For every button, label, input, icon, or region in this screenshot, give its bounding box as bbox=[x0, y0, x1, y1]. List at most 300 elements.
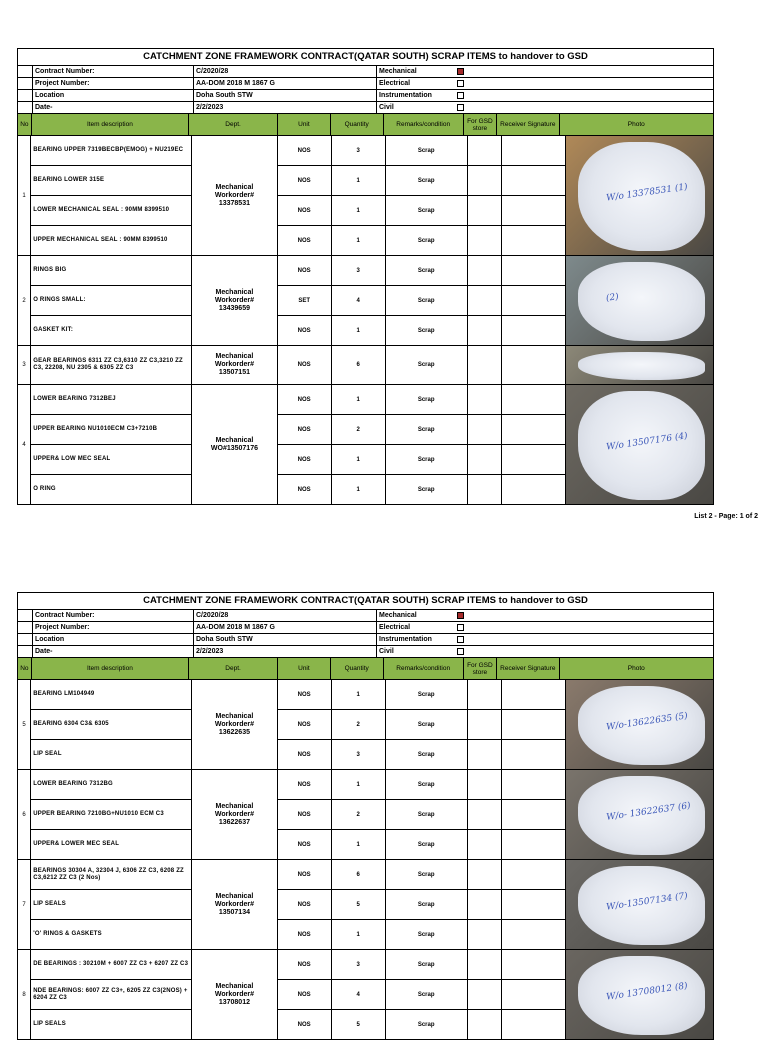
group-number: 3 bbox=[18, 346, 31, 384]
gsd-store-cell[interactable] bbox=[468, 980, 502, 1009]
info-spacer bbox=[18, 90, 33, 101]
remarks-cell: Scrap bbox=[386, 890, 468, 919]
info-label: Location bbox=[33, 634, 194, 645]
item-details bbox=[278, 770, 566, 859]
header-unit: Unit bbox=[278, 114, 331, 135]
remarks-cell: Scrap bbox=[386, 950, 468, 979]
header-item: Item description bbox=[32, 114, 189, 135]
table-header bbox=[18, 658, 713, 680]
header-remarks: Remarks/condition bbox=[384, 114, 464, 135]
receiver-signature-cell[interactable] bbox=[502, 950, 566, 979]
sheet-title: CATCHMENT ZONE FRAMEWORK CONTRACT(QATAR SOUTH) SCRAP ITEMS to handover to GSD bbox=[18, 593, 713, 610]
receiver-signature-cell[interactable] bbox=[502, 800, 566, 829]
handwritten-label: (2) bbox=[605, 291, 620, 304]
group-number: 2 bbox=[18, 256, 31, 345]
table-row bbox=[31, 415, 192, 445]
department-line: Workorder# bbox=[214, 361, 255, 368]
item-photo bbox=[566, 385, 713, 504]
quantity-cell: 4 bbox=[332, 286, 386, 315]
item-descriptions bbox=[31, 860, 192, 949]
department-line: Workorder# bbox=[214, 296, 255, 304]
remarks-cell: Scrap bbox=[386, 740, 468, 769]
gsd-store-cell[interactable] bbox=[468, 860, 502, 889]
header-photo: Photo bbox=[627, 121, 645, 128]
department-line: 13507134 bbox=[218, 908, 250, 916]
category-checkbox-cell bbox=[457, 622, 469, 633]
group-number: 7 bbox=[18, 860, 31, 949]
table-row bbox=[31, 475, 192, 504]
category-checkbox[interactable] bbox=[457, 612, 464, 619]
item-description: RINGS BIG bbox=[31, 256, 192, 285]
category-checkbox-cell bbox=[457, 78, 469, 89]
info-spacer bbox=[18, 78, 33, 89]
item-description: DE BEARINGS : 30210M + 6007 ZZ C3 + 6207 ZZ C3 bbox=[31, 950, 192, 979]
department-line: Mechanical bbox=[215, 802, 254, 810]
table-row bbox=[31, 226, 192, 255]
table-row bbox=[31, 950, 192, 980]
department-line: Workorder# bbox=[214, 720, 255, 728]
item-description: LOWER BEARING 7312BEJ bbox=[31, 385, 192, 414]
header-qty: Quantity bbox=[331, 658, 384, 679]
remarks-cell: Scrap bbox=[386, 166, 468, 195]
item-description: GEAR BEARINGS 6311 ZZ C3,6310 ZZ C3,3210 ZZ C3, 22208, NU 2305 & 6305 ZZ C3 bbox=[31, 346, 192, 384]
item-group bbox=[18, 680, 713, 770]
remarks-cell: Scrap bbox=[386, 770, 468, 799]
receiver-signature-cell[interactable] bbox=[502, 1010, 566, 1039]
table-row bbox=[278, 385, 566, 415]
handwritten-label: W/o-13622635 (5) bbox=[605, 710, 689, 733]
item-description: UPPER& LOWER MEC SEAL bbox=[31, 830, 192, 859]
info-row bbox=[18, 66, 713, 78]
item-description: LIP SEALS bbox=[31, 890, 192, 919]
gsd-store-cell[interactable] bbox=[468, 830, 502, 859]
remarks-cell: Scrap bbox=[386, 445, 468, 474]
header-no: No bbox=[18, 114, 32, 135]
item-description: 'O' RINGS & GASKETS bbox=[31, 920, 192, 949]
department-line: WO#13507176 bbox=[210, 444, 258, 452]
table-row bbox=[31, 346, 192, 384]
department bbox=[192, 256, 277, 345]
item-description: O RINGS SMALL: bbox=[31, 286, 192, 315]
header-dept: Dept. bbox=[189, 658, 278, 679]
receiver-signature-cell[interactable] bbox=[502, 196, 566, 225]
header-signature: Receiver Signature bbox=[497, 114, 560, 135]
scrap-sheet bbox=[17, 592, 714, 1040]
quantity-cell: 3 bbox=[332, 740, 386, 769]
item-details bbox=[278, 680, 566, 769]
sheet-title: CATCHMENT ZONE FRAMEWORK CONTRACT(QATAR SOUTH) SCRAP ITEMS to handover to GSD bbox=[18, 49, 713, 66]
info-spacer bbox=[18, 66, 33, 77]
quantity-cell: 3 bbox=[332, 950, 386, 979]
table-row bbox=[278, 346, 566, 384]
category-label: Mechanical bbox=[379, 68, 417, 75]
receiver-signature-cell[interactable] bbox=[502, 980, 566, 1009]
item-group bbox=[18, 346, 713, 385]
unit-cell: NOS bbox=[278, 740, 332, 769]
receiver-signature-cell[interactable] bbox=[502, 770, 566, 799]
item-descriptions bbox=[31, 256, 192, 345]
unit-cell: NOS bbox=[278, 1010, 332, 1039]
receiver-signature-cell[interactable] bbox=[502, 166, 566, 195]
category-checkbox[interactable] bbox=[457, 624, 464, 631]
info-row bbox=[18, 610, 713, 622]
remarks-cell: Scrap bbox=[386, 830, 468, 859]
info-row bbox=[18, 102, 713, 114]
gsd-store-cell[interactable] bbox=[468, 196, 502, 225]
item-group bbox=[18, 860, 713, 950]
receiver-signature-cell[interactable] bbox=[502, 830, 566, 859]
quantity-cell: 1 bbox=[332, 830, 386, 859]
gsd-store-cell[interactable] bbox=[468, 256, 502, 285]
unit-cell: NOS bbox=[278, 830, 332, 859]
item-descriptions bbox=[31, 136, 192, 255]
info-value: C/2020/28 bbox=[194, 66, 377, 77]
remarks-cell: Scrap bbox=[386, 415, 468, 444]
table-row bbox=[278, 136, 566, 166]
quantity-cell: 3 bbox=[332, 136, 386, 165]
table-row bbox=[31, 445, 192, 475]
remarks-cell: Scrap bbox=[386, 256, 468, 285]
gsd-store-cell[interactable] bbox=[468, 800, 502, 829]
table-row bbox=[31, 385, 192, 415]
gsd-store-cell[interactable] bbox=[468, 316, 502, 345]
table-row bbox=[31, 860, 192, 890]
gsd-store-cell[interactable] bbox=[468, 385, 502, 414]
item-description: BEARING 6304 C3& 6305 bbox=[31, 710, 192, 739]
gsd-store-cell[interactable] bbox=[468, 226, 502, 255]
quantity-cell: 5 bbox=[332, 890, 386, 919]
gsd-store-cell[interactable] bbox=[468, 415, 502, 444]
item-group bbox=[18, 256, 713, 346]
item-photo bbox=[566, 256, 713, 345]
quantity-cell: 1 bbox=[332, 196, 386, 225]
gsd-store-cell[interactable] bbox=[468, 1010, 502, 1039]
receiver-signature-cell[interactable] bbox=[502, 890, 566, 919]
item-descriptions bbox=[31, 680, 192, 769]
department-line: Mechanical bbox=[215, 353, 254, 360]
department-line: 13507151 bbox=[218, 369, 250, 376]
table-header bbox=[18, 114, 713, 136]
item-description: BEARING UPPER 7319BECBP(EMOG) + NU219EC bbox=[31, 136, 192, 165]
table-row bbox=[278, 980, 566, 1010]
gsd-store-cell[interactable] bbox=[468, 166, 502, 195]
quantity-cell: 2 bbox=[332, 800, 386, 829]
department-line: Mechanical bbox=[215, 712, 254, 720]
department-line: Workorder# bbox=[214, 900, 255, 908]
handwritten-label: W/o 13378531 (1) bbox=[605, 181, 688, 204]
department-line: Mechanical bbox=[215, 288, 254, 296]
item-group bbox=[18, 950, 713, 1039]
table-row bbox=[278, 830, 566, 859]
table-row bbox=[31, 256, 192, 286]
item-group bbox=[18, 136, 713, 256]
table-row bbox=[31, 710, 192, 740]
receiver-signature-cell[interactable] bbox=[502, 286, 566, 315]
receiver-signature-cell[interactable] bbox=[502, 346, 566, 384]
item-description: UPPER MECHANICAL SEAL : 90MM 8399510 bbox=[31, 226, 192, 255]
remarks-cell: Scrap bbox=[386, 196, 468, 225]
info-label: Location bbox=[33, 90, 194, 101]
info-label: Contract Number: bbox=[33, 610, 194, 621]
info-row bbox=[18, 90, 713, 102]
table-row bbox=[31, 166, 192, 196]
category-label: Electrical bbox=[379, 624, 411, 631]
table-row bbox=[278, 950, 566, 980]
receiver-signature-cell[interactable] bbox=[502, 920, 566, 949]
quantity-cell: 3 bbox=[332, 256, 386, 285]
category-label: Instrumentation bbox=[379, 636, 432, 643]
receiver-signature-cell[interactable] bbox=[502, 475, 566, 504]
item-details bbox=[278, 136, 566, 255]
unit-cell: NOS bbox=[278, 920, 332, 949]
unit-cell: NOS bbox=[278, 980, 332, 1009]
table-row bbox=[278, 196, 566, 226]
table-row bbox=[31, 286, 192, 316]
gsd-store-cell[interactable] bbox=[468, 346, 502, 384]
item-description: UPPER BEARING NU1010ECM C3+7210B bbox=[31, 415, 192, 444]
unit-cell: NOS bbox=[278, 770, 332, 799]
item-details bbox=[278, 860, 566, 949]
table-row bbox=[31, 1010, 192, 1039]
table-row bbox=[278, 286, 566, 316]
department-line: Workorder# bbox=[214, 191, 255, 199]
item-details bbox=[278, 256, 566, 345]
department bbox=[192, 770, 277, 859]
category-label: Civil bbox=[379, 104, 394, 111]
department-text bbox=[215, 803, 254, 827]
quantity-cell: 6 bbox=[332, 860, 386, 889]
table-row bbox=[278, 256, 566, 286]
receiver-signature-cell[interactable] bbox=[502, 860, 566, 889]
unit-cell: NOS bbox=[278, 680, 332, 709]
group-number: 8 bbox=[18, 950, 31, 1039]
table-row bbox=[278, 475, 566, 504]
table-row bbox=[31, 800, 192, 830]
quantity-cell: 6 bbox=[332, 346, 386, 384]
gsd-store-cell[interactable] bbox=[468, 680, 502, 709]
quantity-cell: 5 bbox=[332, 1010, 386, 1039]
table-row bbox=[31, 830, 192, 859]
unit-cell: NOS bbox=[278, 445, 332, 474]
remarks-cell: Scrap bbox=[386, 346, 468, 384]
gsd-store-cell[interactable] bbox=[468, 136, 502, 165]
remarks-cell: Scrap bbox=[386, 920, 468, 949]
department-text bbox=[215, 983, 254, 1007]
quantity-cell: 1 bbox=[332, 316, 386, 345]
category-checkbox[interactable] bbox=[457, 68, 464, 75]
department-text bbox=[215, 289, 254, 313]
receiver-signature-cell[interactable] bbox=[502, 256, 566, 285]
table-row bbox=[278, 166, 566, 196]
gsd-store-cell[interactable] bbox=[468, 920, 502, 949]
item-descriptions bbox=[31, 950, 192, 1039]
remarks-cell: Scrap bbox=[386, 475, 468, 504]
unit-cell: NOS bbox=[278, 166, 332, 195]
gsd-store-cell[interactable] bbox=[468, 475, 502, 504]
category-checkbox[interactable] bbox=[457, 104, 464, 111]
info-row bbox=[18, 634, 713, 646]
table-row bbox=[31, 770, 192, 800]
plastic-bag-image bbox=[578, 262, 705, 341]
gsd-store-cell[interactable] bbox=[468, 445, 502, 474]
department bbox=[192, 860, 277, 949]
item-photo bbox=[566, 860, 713, 949]
quantity-cell: 1 bbox=[332, 385, 386, 414]
table-row bbox=[278, 740, 566, 769]
quantity-cell: 2 bbox=[332, 710, 386, 739]
category-checkbox[interactable] bbox=[457, 92, 464, 99]
item-group bbox=[18, 385, 713, 504]
quantity-cell: 2 bbox=[332, 415, 386, 444]
department-line: 13378531 bbox=[218, 199, 250, 207]
handwritten-label: W/o- 13622637 (6) bbox=[605, 800, 691, 823]
info-value: Doha South STW bbox=[194, 90, 377, 101]
unit-cell: NOS bbox=[278, 475, 332, 504]
department bbox=[192, 680, 277, 769]
unit-cell: NOS bbox=[278, 346, 332, 384]
department bbox=[192, 346, 277, 384]
unit-cell: NOS bbox=[278, 316, 332, 345]
unit-cell: NOS bbox=[278, 950, 332, 979]
info-row bbox=[18, 78, 713, 90]
category-checkbox[interactable] bbox=[457, 80, 464, 87]
category-checkbox-cell bbox=[457, 646, 469, 657]
header-gsd: For GSD store bbox=[464, 114, 497, 135]
unit-cell: NOS bbox=[278, 710, 332, 739]
handwritten-label: W/o 13708012 (8) bbox=[605, 980, 688, 1003]
department-line: 13622637 bbox=[218, 818, 250, 826]
unit-cell: NOS bbox=[278, 196, 332, 225]
info-row bbox=[18, 646, 713, 658]
department-text bbox=[215, 893, 254, 917]
info-label: Date- bbox=[33, 646, 194, 657]
remarks-cell: Scrap bbox=[386, 286, 468, 315]
quantity-cell: 1 bbox=[332, 445, 386, 474]
category-checkbox-cell bbox=[457, 102, 469, 113]
department-line: Mechanical bbox=[215, 892, 254, 900]
quantity-cell: 1 bbox=[332, 680, 386, 709]
item-group bbox=[18, 770, 713, 860]
department-text bbox=[215, 184, 254, 208]
department-line: Mechanical bbox=[215, 982, 254, 990]
item-description: GASKET KIT: bbox=[31, 316, 192, 345]
department bbox=[192, 950, 277, 1039]
info-value: 2/2/2023 bbox=[194, 102, 377, 113]
category-checkbox[interactable] bbox=[457, 648, 464, 655]
table-row bbox=[278, 710, 566, 740]
item-description: BEARING LOWER 315E bbox=[31, 166, 192, 195]
item-descriptions bbox=[31, 346, 192, 384]
quantity-cell: 1 bbox=[332, 920, 386, 949]
table-row bbox=[31, 920, 192, 949]
info-row bbox=[18, 622, 713, 634]
quantity-cell: 1 bbox=[332, 166, 386, 195]
item-photo bbox=[566, 680, 713, 769]
receiver-signature-cell[interactable] bbox=[502, 680, 566, 709]
remarks-cell: Scrap bbox=[386, 316, 468, 345]
item-description: UPPER BEARING 7210BG+NU1010 ECM C3 bbox=[31, 800, 192, 829]
receiver-signature-cell[interactable] bbox=[502, 136, 566, 165]
table-row bbox=[278, 316, 566, 345]
item-details bbox=[278, 385, 566, 504]
group-number: 5 bbox=[18, 680, 31, 769]
plastic-bag-image bbox=[578, 352, 705, 380]
item-descriptions bbox=[31, 770, 192, 859]
table-row bbox=[31, 890, 192, 920]
info-label: Project Number: bbox=[33, 78, 194, 89]
header-gsd: For GSD store bbox=[464, 658, 497, 679]
table-row bbox=[278, 226, 566, 255]
department-text bbox=[211, 437, 258, 453]
info-label: Contract Number: bbox=[33, 66, 194, 77]
gsd-store-cell[interactable] bbox=[468, 286, 502, 315]
header-no: No bbox=[18, 658, 32, 679]
remarks-cell: Scrap bbox=[386, 710, 468, 739]
table-row bbox=[31, 680, 192, 710]
item-description: BEARINGS 30304 A, 32304 J, 6306 ZZ C3, 6208 ZZ C3,6212 ZZ C3 (2 Nos) bbox=[31, 860, 192, 889]
unit-cell: NOS bbox=[278, 415, 332, 444]
receiver-signature-cell[interactable] bbox=[502, 415, 566, 444]
department-text bbox=[215, 713, 254, 737]
unit-cell: SET bbox=[278, 286, 332, 315]
gsd-store-cell[interactable] bbox=[468, 950, 502, 979]
receiver-signature-cell[interactable] bbox=[502, 226, 566, 255]
remarks-cell: Scrap bbox=[386, 385, 468, 414]
handwritten-label: W/o-13507134 (7) bbox=[605, 890, 689, 913]
gsd-store-cell[interactable] bbox=[468, 740, 502, 769]
receiver-signature-cell[interactable] bbox=[502, 385, 566, 414]
info-spacer bbox=[18, 634, 33, 645]
quantity-cell: 1 bbox=[332, 770, 386, 799]
table-row bbox=[278, 890, 566, 920]
header-item: Item description bbox=[32, 658, 189, 679]
table-row bbox=[31, 316, 192, 345]
info-value: Doha South STW bbox=[194, 634, 377, 645]
gsd-store-cell[interactable] bbox=[468, 770, 502, 799]
group-number: 1 bbox=[18, 136, 31, 255]
table-row bbox=[31, 136, 192, 166]
receiver-signature-cell[interactable] bbox=[502, 445, 566, 474]
table-row bbox=[278, 920, 566, 949]
receiver-signature-cell[interactable] bbox=[502, 710, 566, 739]
table-row bbox=[278, 860, 566, 890]
quantity-cell: 1 bbox=[332, 475, 386, 504]
unit-cell: NOS bbox=[278, 256, 332, 285]
receiver-signature-cell[interactable] bbox=[502, 740, 566, 769]
item-photo bbox=[566, 136, 713, 255]
department bbox=[192, 385, 277, 504]
department-line: Mechanical bbox=[215, 436, 254, 444]
header-remarks: Remarks/condition bbox=[384, 658, 464, 679]
table-row bbox=[278, 680, 566, 710]
remarks-cell: Scrap bbox=[386, 136, 468, 165]
group-number: 6 bbox=[18, 770, 31, 859]
gsd-store-cell[interactable] bbox=[468, 710, 502, 739]
page-footer: List 2 - Page: 1 of 2 bbox=[694, 513, 758, 520]
table-row bbox=[31, 196, 192, 226]
category-label: Electrical bbox=[379, 80, 411, 87]
remarks-cell: Scrap bbox=[386, 980, 468, 1009]
category-label: Instrumentation bbox=[379, 92, 432, 99]
item-photo bbox=[566, 346, 713, 384]
item-details bbox=[278, 950, 566, 1039]
receiver-signature-cell[interactable] bbox=[502, 316, 566, 345]
gsd-store-cell[interactable] bbox=[468, 890, 502, 919]
category-label: Mechanical bbox=[379, 612, 417, 619]
remarks-cell: Scrap bbox=[386, 860, 468, 889]
item-description: LOWER MECHANICAL SEAL : 90MM 8399510 bbox=[31, 196, 192, 225]
category-checkbox[interactable] bbox=[457, 636, 464, 643]
